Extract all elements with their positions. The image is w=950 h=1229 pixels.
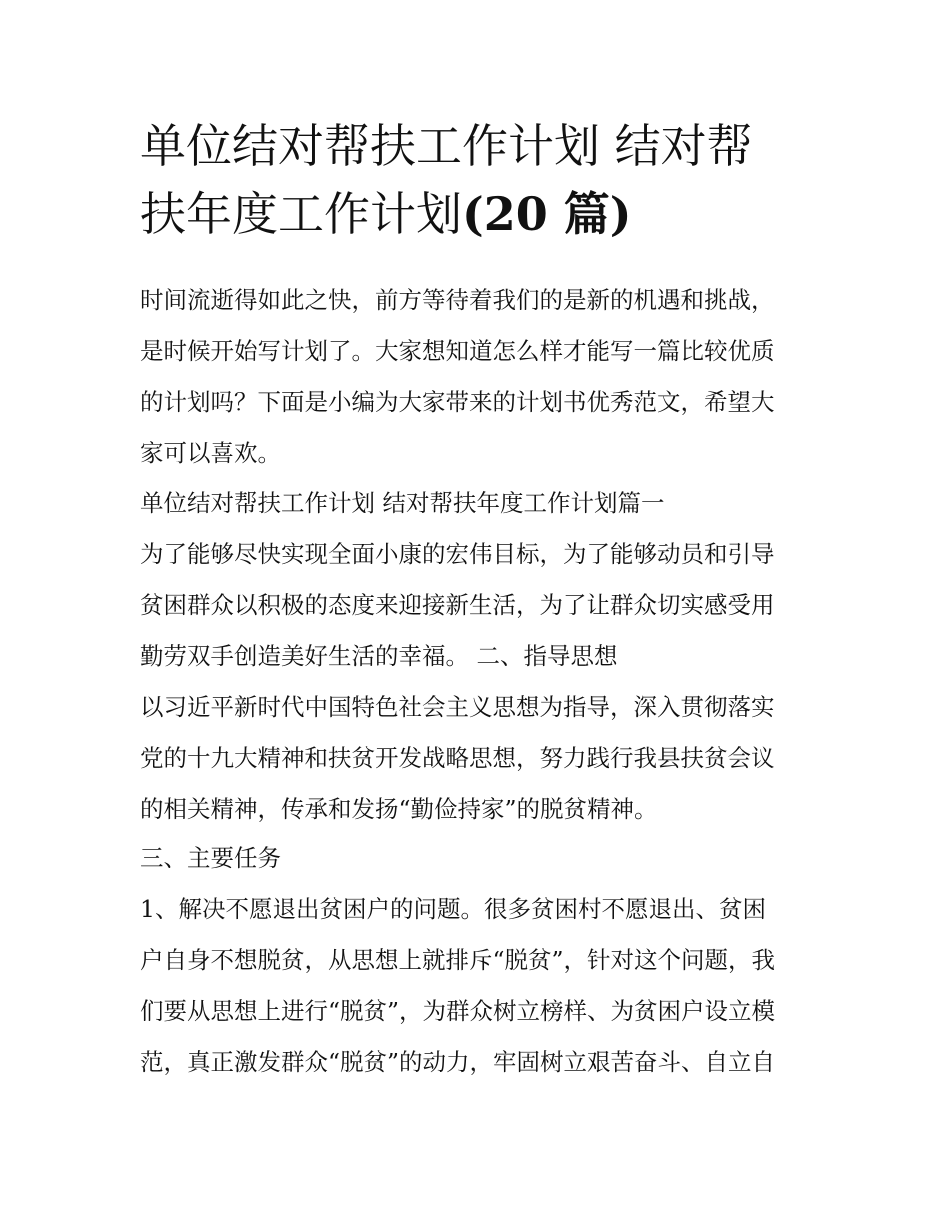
title-line-1: 单位结对帮扶工作计划 结对帮 bbox=[140, 119, 753, 173]
paragraph-2 bbox=[140, 682, 830, 835]
document-title bbox=[140, 112, 830, 248]
paragraph-1 bbox=[140, 529, 830, 682]
intro-line: 家可以喜欢。 bbox=[140, 439, 281, 467]
paragraph-line: 以习近平新时代中国特色社会主义思想为指导，深入贯彻落实 bbox=[140, 693, 775, 721]
title-line-2-count: (20 篇) bbox=[462, 187, 632, 241]
paragraph-line: 们要从思想上进行“脱贫”，为群众树立榜样、为贫困户设立模 bbox=[140, 997, 776, 1025]
subheading-main-tasks: 三、主要任务 bbox=[140, 844, 281, 872]
paragraph-line: 党的十九大精神和扶贫开发战略思想，努力践行我县扶贫会议 bbox=[140, 744, 775, 772]
paragraph-line: 范，真正激发群众“脱贫”的动力，牢固树立艰苦奋斗、自立自 bbox=[140, 1048, 776, 1076]
intro-line: 时间流逝得如此之快，前方等待着我们的是新的机遇和挑战， bbox=[140, 286, 775, 314]
paragraph-line: 为了能够尽快实现全面小康的宏伟目标，为了能够动员和引导 bbox=[140, 540, 775, 568]
paragraph-3 bbox=[140, 884, 830, 1088]
intro-line: 是时候开始写计划了。大家想知道怎么样才能写一篇比较优质 bbox=[140, 337, 775, 365]
paragraph-line: 勤劳双手创造美好生活的幸福。 二、指导思想 bbox=[140, 642, 618, 670]
section-heading: 单位结对帮扶工作计划 结对帮扶年度工作计划篇一 bbox=[140, 489, 665, 517]
paragraph-line: 贫困群众以积极的态度来迎接新生活，为了让群众切实感受用 bbox=[140, 591, 775, 619]
paragraph-line: 的相关精神，传承和发扬“勤俭持家”的脱贫精神。 bbox=[140, 795, 658, 823]
intro-line: 的计划吗？下面是小编为大家带来的计划书优秀范文，希望大 bbox=[140, 388, 775, 416]
title-line-2: 扶年度工作计划 bbox=[140, 187, 462, 241]
paragraph-line: 户自身不想脱贫，从思想上就排斥“脱贫”，针对这个问题，我 bbox=[140, 946, 776, 974]
paragraph-line: 1、解决不愿退出贫困户的问题。很多贫困村不愿退出、贫困 bbox=[140, 895, 766, 923]
intro-paragraph bbox=[140, 275, 830, 479]
